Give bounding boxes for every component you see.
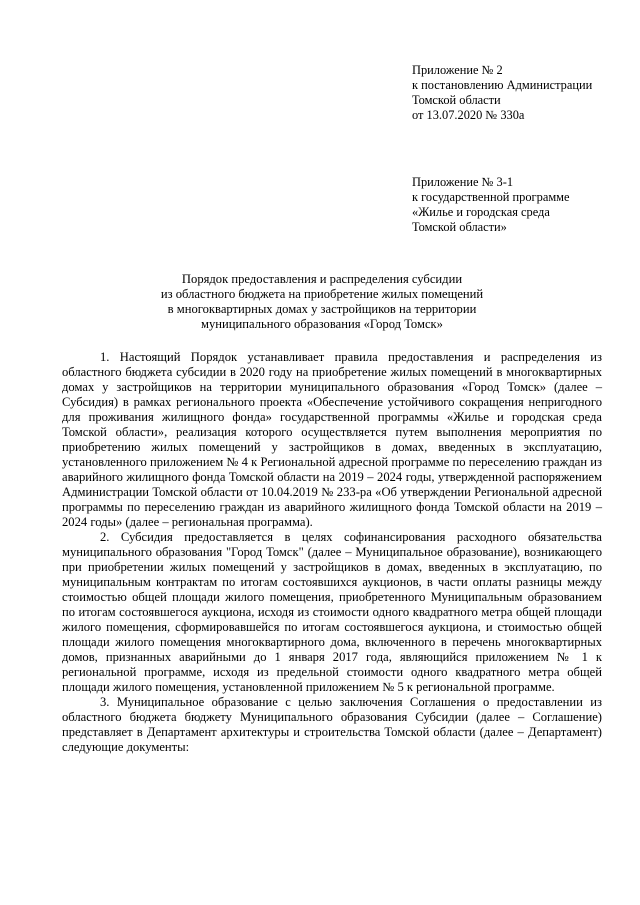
paragraph-2: 2. Субсидия предоставляется в целях софинансирования расходного обязательства муниципального образования "Город Томск" (далее – Муниципальное образование), возникающего при приобретении жилых помещений у застройщиков в домах, введенных в эксплуатацию, по муниципальным контрактам по итогам состоявшихся аукционов, в части оплаты разницы между стоимостью общей площади жилого помещения, приобретенного Муниципальным образованием по итогам состоявшегося аукциона, исходя из стоимости одного квадратного метра общей площади жилого помещения, сформировавшейся по итогам состоявшегося аукциона, и стоимостью общей площади жилого помещения многоквартирного дома, включенного в перечень многоквартирных домов, признанных аварийными до 1 января 2017 года, являющийся приложением № 1 к региональной программе, исходя из предельной стоимости одного квадратного метра общей площади жилого помещения, установленной приложением № 5 к региональной программе. xyxy=(62,530,602,694)
appendix-2-line: Приложение № 2 xyxy=(412,63,503,77)
title-line: Порядок предоставления и распределения субсидии xyxy=(181,272,463,286)
appendix-2-line: к постановлению Администрации xyxy=(412,78,593,92)
appendix-3-1-line: Приложение № 3-1 xyxy=(412,175,514,189)
document-title xyxy=(62,272,582,332)
appendix-2-line: Томской области xyxy=(412,93,501,107)
appendix-3-1-line: Томской области» xyxy=(412,220,507,234)
paragraph-1: 1. Настоящий Порядок устанавливает правила предоставления и распределения из областного бюджета субсидии в 2020 году на приобретение жилых помещений в многоквартирных домах у застройщиков на территории муниципального образования «Город Томск» (далее – Субсидия) в рамках регионального проекта «Обеспечение устойчивого сокращения непригодного для проживания жилищного фонда» государственной программы «Жилье и городская среда Томской области», реализация которого осуществляется путем выполнения мероприятия по приобретению жилых помещений у застройщиков в домах, введенных в эксплуатацию, установленного приложением № 4 к Региональной адресной программе по переселению граждан из аварийного жилищного фонда Томской области на 2019 – 2024 годы, утвержденной распоряжением Администрации Томской области от 10.04.2019 № 233-ра «Об утверждении Региональной адресной программы по переселению граждан из аварийного жилищного фонда Томской области на 2019 – 2024 годы» (далее – региональная программа). xyxy=(62,350,602,529)
appendix-3-1-line: «Жилье и городская среда xyxy=(412,205,550,219)
document-body xyxy=(62,350,602,755)
appendix-2-line: от 13.07.2020 № 330а xyxy=(412,108,525,122)
appendix-3-1-header xyxy=(412,175,570,235)
paragraph-3: 3. Муниципальное образование с целью заключения Соглашения о предоставлении из областного бюджета бюджету Муниципального образования Субсидии (далее – Соглашение) представляет в Департамент архитектуры и строительства Томской области (далее – Департамент) следующие документы: xyxy=(62,695,602,754)
title-line: в многоквартирных домах у застройщиков на территории xyxy=(167,302,477,316)
appendix-3-1-line: к государственной программе xyxy=(412,190,570,204)
appendix-2-header xyxy=(412,63,592,123)
title-line: из областного бюджета на приобретение жилых помещений xyxy=(160,287,484,301)
title-line: муниципального образования «Город Томск» xyxy=(201,317,443,331)
